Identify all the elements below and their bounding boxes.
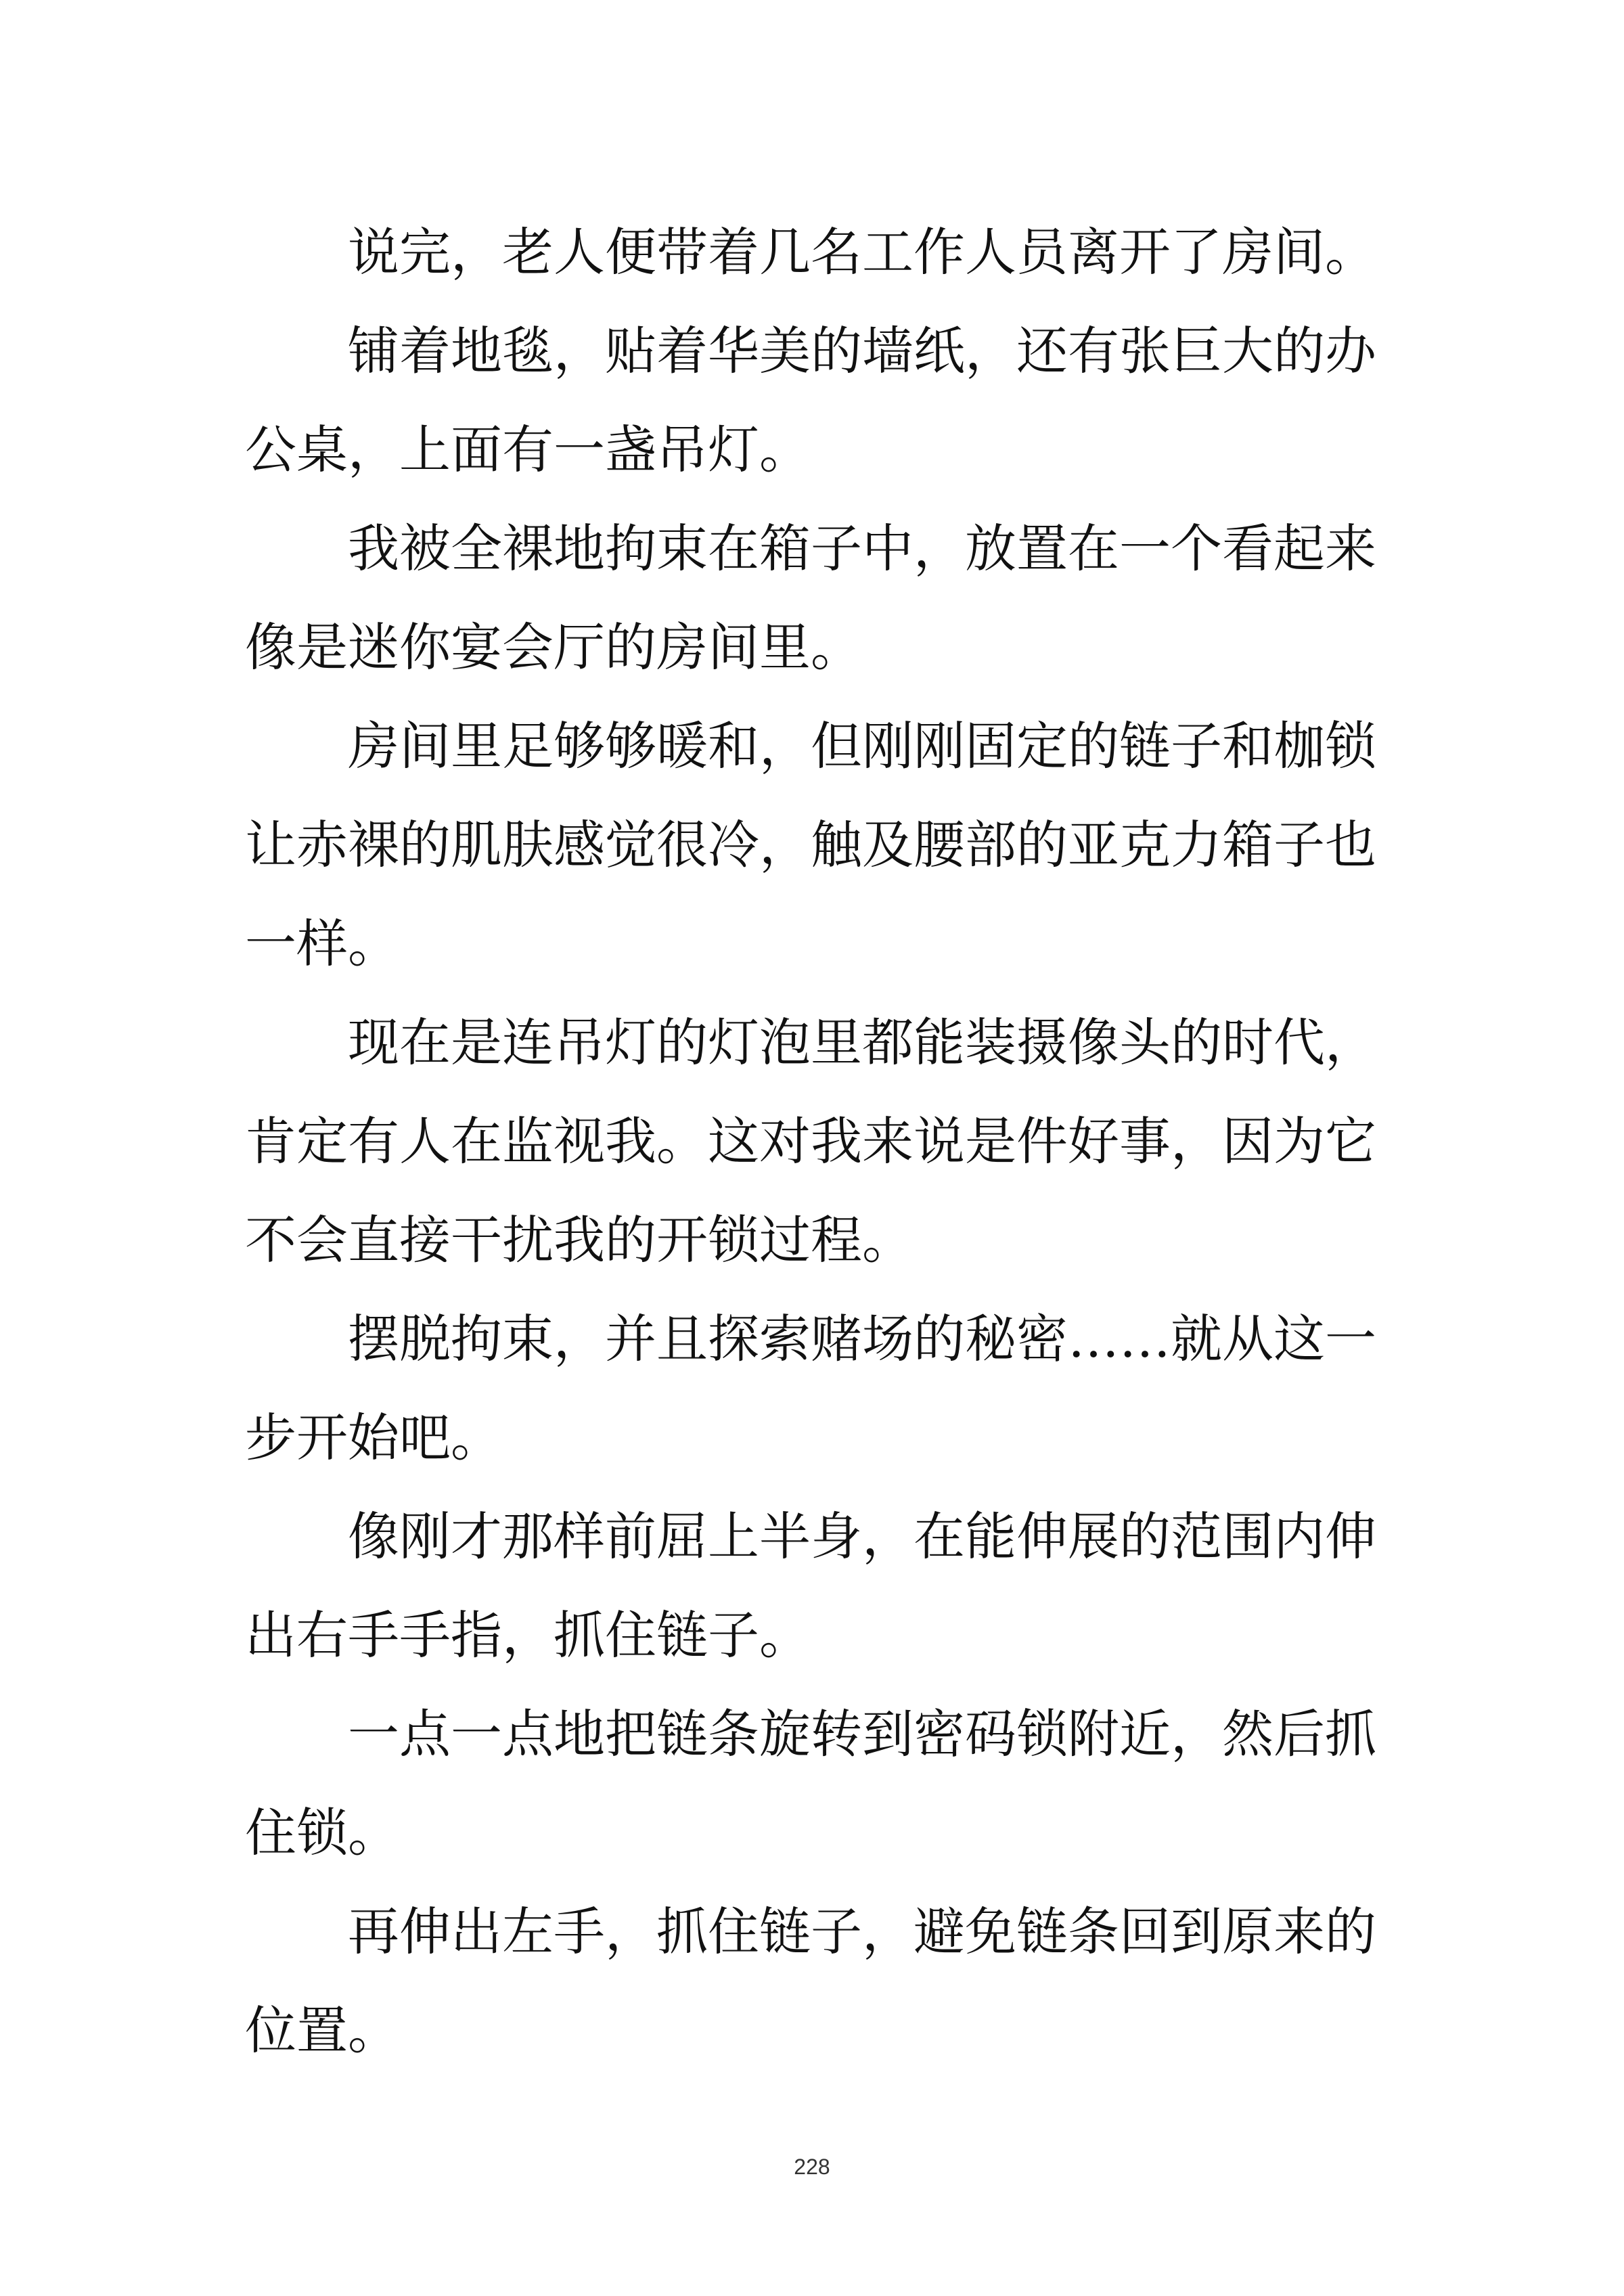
paragraph-9: 再伸出左手，抓住链子，避免链条回到原来的位置。 (245, 1901, 1376, 2061)
paragraph-5: 现在是连吊灯的灯泡里都能装摄像头的时代，肯定有人在监视我。这对我来说是件好事，因为它不会直接干扰我的开锁过程。 (245, 1012, 1376, 1270)
paragraph-3: 我被全裸地拘束在箱子中，放置在一个看起来像是迷你宴会厅的房间里。 (245, 518, 1376, 677)
paragraph-8: 一点一点地把链条旋转到密码锁附近，然后抓住锁。 (245, 1704, 1376, 1863)
text-body (245, 203, 1382, 2080)
paragraph-4: 房间里足够够暖和，但刚刚固定的链子和枷锁让赤裸的肌肤感觉很冷，触及腰部的亚克力箱子也一样。 (245, 716, 1376, 974)
paragraph-7: 像刚才那样前屈上半身，在能伸展的范围内伸出右手手指，抓住链子。 (245, 1506, 1376, 1665)
paragraph-6: 摆脱拘束，并且探索赌场的秘密……就从这一步开始吧。 (245, 1309, 1376, 1468)
paragraph-1: 说完，老人便带着几名工作人员离开了房间。 (348, 222, 1376, 282)
page-number: 228 (794, 2155, 830, 2179)
paragraph-2: 铺着地毯，贴着华美的墙纸，还有张巨大的办公桌，上面有一盏吊灯。 (245, 321, 1376, 480)
